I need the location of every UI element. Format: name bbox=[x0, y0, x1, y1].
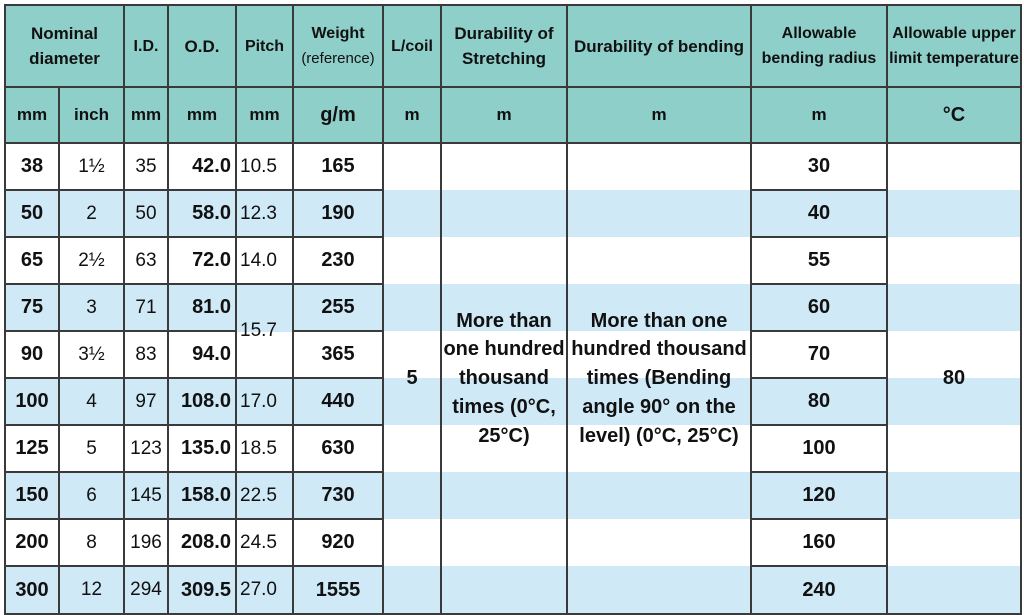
cell-mm: 150 bbox=[5, 472, 59, 519]
unit-bending-radius: m bbox=[751, 87, 887, 143]
unit-durability-bending: m bbox=[567, 87, 751, 143]
cell-od: 58.0 bbox=[168, 190, 236, 237]
header-durability-stretching: Durability of Stretching bbox=[441, 5, 567, 87]
unit-upper-temp: °C bbox=[887, 87, 1021, 143]
cell-inch: 4 bbox=[59, 378, 124, 425]
cell-l-coil: 5 bbox=[383, 143, 441, 614]
hose-spec-table bbox=[4, 4, 1022, 615]
cell-inch: 6 bbox=[59, 472, 124, 519]
cell-id: 83 bbox=[124, 331, 168, 378]
cell-mm: 200 bbox=[5, 519, 59, 566]
cell-mm: 65 bbox=[5, 237, 59, 284]
header-weight bbox=[293, 5, 383, 87]
header-od: O.D. bbox=[168, 5, 236, 87]
cell-pitch: 24.5 bbox=[236, 519, 293, 566]
cell-id: 294 bbox=[124, 566, 168, 614]
header-bending-radius: Allowable bending radius bbox=[751, 5, 887, 87]
cell-od: 81.0 bbox=[168, 284, 236, 331]
cell-mm: 125 bbox=[5, 425, 59, 472]
cell-weight: 230 bbox=[293, 237, 383, 284]
cell-weight: 630 bbox=[293, 425, 383, 472]
cell-bending-radius: 160 bbox=[751, 519, 887, 566]
cell-weight: 440 bbox=[293, 378, 383, 425]
cell-durability-stretching: More than one hundred thousand times (0°C, 25°C) bbox=[441, 143, 567, 614]
cell-weight: 1555 bbox=[293, 566, 383, 614]
cell-od: 42.0 bbox=[168, 143, 236, 190]
unit-pitch: mm bbox=[236, 87, 293, 143]
cell-mm: 50 bbox=[5, 190, 59, 237]
cell-inch: 12 bbox=[59, 566, 124, 614]
cell-id: 50 bbox=[124, 190, 168, 237]
cell-inch: 3½ bbox=[59, 331, 124, 378]
header-upper-temp: Allowable upper limit temperature bbox=[887, 5, 1021, 87]
cell-id: 63 bbox=[124, 237, 168, 284]
cell-bending-radius: 240 bbox=[751, 566, 887, 614]
cell-weight: 730 bbox=[293, 472, 383, 519]
unit-weight: g/m bbox=[293, 87, 383, 143]
unit-od: mm bbox=[168, 87, 236, 143]
cell-pitch: 12.3 bbox=[236, 190, 293, 237]
cell-weight: 365 bbox=[293, 331, 383, 378]
cell-mm: 100 bbox=[5, 378, 59, 425]
header-pitch: Pitch bbox=[236, 5, 293, 87]
cell-mm: 90 bbox=[5, 331, 59, 378]
cell-pitch: 22.5 bbox=[236, 472, 293, 519]
cell-pitch: 18.5 bbox=[236, 425, 293, 472]
cell-upper-temp: 80 bbox=[887, 143, 1021, 614]
header-weight-sub: (reference) bbox=[301, 50, 375, 67]
cell-inch: 3 bbox=[59, 284, 124, 331]
header-id: I.D. bbox=[124, 5, 168, 87]
cell-mm: 38 bbox=[5, 143, 59, 190]
table-row bbox=[5, 143, 1021, 190]
cell-bending-radius: 60 bbox=[751, 284, 887, 331]
cell-od: 94.0 bbox=[168, 331, 236, 378]
cell-inch: 8 bbox=[59, 519, 124, 566]
header-durability-bending: Durability of bending bbox=[567, 5, 751, 87]
cell-bending-radius: 70 bbox=[751, 331, 887, 378]
unit-id: mm bbox=[124, 87, 168, 143]
cell-inch: 5 bbox=[59, 425, 124, 472]
cell-weight: 165 bbox=[293, 143, 383, 190]
cell-mm: 75 bbox=[5, 284, 59, 331]
unit-nominal-inch: inch bbox=[59, 87, 124, 143]
unit-nominal-mm: mm bbox=[5, 87, 59, 143]
cell-od: 309.5 bbox=[168, 566, 236, 614]
cell-pitch: 27.0 bbox=[236, 566, 293, 614]
cell-bending-radius: 80 bbox=[751, 378, 887, 425]
unit-durability-stretching: m bbox=[441, 87, 567, 143]
cell-bending-radius: 120 bbox=[751, 472, 887, 519]
cell-od: 108.0 bbox=[168, 378, 236, 425]
header-nominal-diameter: Nominal diameter bbox=[5, 5, 124, 87]
cell-od: 158.0 bbox=[168, 472, 236, 519]
cell-weight: 255 bbox=[293, 284, 383, 331]
header-l-coil: L/coil bbox=[383, 5, 441, 87]
cell-mm: 300 bbox=[5, 566, 59, 614]
unit-l-coil: m bbox=[383, 87, 441, 143]
header-weight-label: Weight bbox=[311, 25, 365, 42]
cell-id: 97 bbox=[124, 378, 168, 425]
cell-id: 196 bbox=[124, 519, 168, 566]
cell-inch: 1½ bbox=[59, 143, 124, 190]
cell-inch: 2½ bbox=[59, 237, 124, 284]
cell-id: 123 bbox=[124, 425, 168, 472]
cell-id: 71 bbox=[124, 284, 168, 331]
cell-od: 135.0 bbox=[168, 425, 236, 472]
cell-inch: 2 bbox=[59, 190, 124, 237]
cell-durability-bending: More than one hundred thousand times (Bending angle 90° on the level) (0°C, 25°C) bbox=[567, 143, 751, 614]
cell-id: 145 bbox=[124, 472, 168, 519]
cell-weight: 190 bbox=[293, 190, 383, 237]
cell-bending-radius: 30 bbox=[751, 143, 887, 190]
cell-bending-radius: 40 bbox=[751, 190, 887, 237]
cell-pitch: 17.0 bbox=[236, 378, 293, 425]
cell-bending-radius: 55 bbox=[751, 237, 887, 284]
cell-pitch: 15.7 bbox=[236, 284, 293, 378]
cell-od: 72.0 bbox=[168, 237, 236, 284]
cell-od: 208.0 bbox=[168, 519, 236, 566]
cell-pitch: 10.5 bbox=[236, 143, 293, 190]
cell-bending-radius: 100 bbox=[751, 425, 887, 472]
cell-pitch: 14.0 bbox=[236, 237, 293, 284]
cell-weight: 920 bbox=[293, 519, 383, 566]
cell-id: 35 bbox=[124, 143, 168, 190]
